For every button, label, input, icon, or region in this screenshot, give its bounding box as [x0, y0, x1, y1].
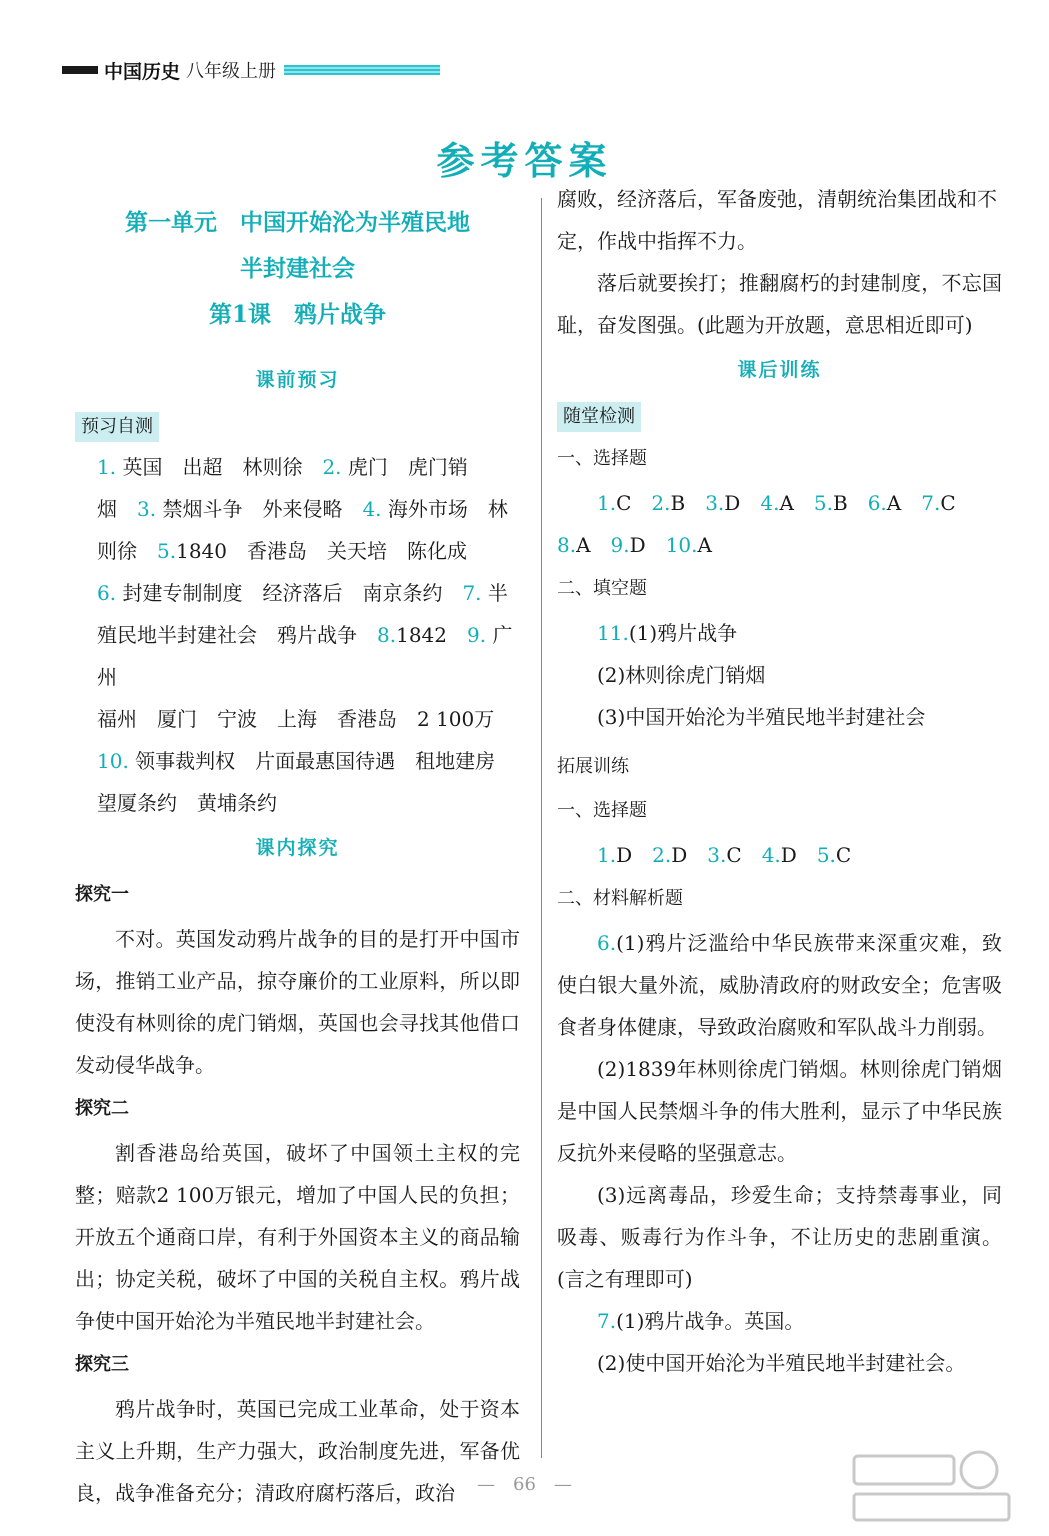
answer-text: 望厦条约 黄埔条约 [97, 791, 277, 815]
section-heading-preview: 课前预习 [255, 369, 340, 391]
preview-line [97, 488, 520, 530]
continued-answer-2: 落后就要挨打；推翻腐朽的封建制度，不忘国耻，奋发图强。(此题为开放题，意思相近即可) [557, 271, 1002, 337]
answer-text: 虎门 虎门销 [341, 455, 468, 479]
answer-number: 7. [921, 491, 941, 515]
answer-number: 10. [97, 749, 129, 773]
watermark-box [854, 1456, 954, 1484]
preview-line [97, 782, 520, 824]
column-divider [541, 198, 542, 1458]
extend-label: 拓展训练 [557, 756, 629, 777]
check-section-1: 一、选择题 [557, 448, 647, 469]
answer-text: 禁烟斗争 外来侵略 [156, 497, 363, 521]
answer-text: 1842 [396, 623, 467, 647]
answer-number: 11. [597, 621, 629, 645]
answer-text: 英国 出超 林则徐 [116, 455, 323, 479]
preview-tag: 预习自测 [75, 412, 159, 442]
q7-part1-text: (1)鸦片战争。英国。 [616, 1309, 805, 1333]
answer-number: 10. [665, 533, 698, 557]
answer-text: C [726, 843, 762, 867]
answer-text: A [886, 491, 922, 515]
header-mark [62, 66, 98, 74]
answer-text: 广州 [97, 623, 513, 689]
continued-answer: 腐败，经济落后，军备废弛，清朝统治集团战和不定，作战中指挥不力。 [557, 187, 997, 253]
answer-text: (1)鸦片战争 [628, 621, 738, 645]
answer-text: B [670, 491, 706, 515]
preview-line [97, 698, 520, 740]
fill-line [557, 612, 1002, 654]
explore-label: 探究三 [75, 1354, 129, 1375]
fill-answers [557, 612, 1002, 738]
section-heading-after: 课后训练 [737, 359, 822, 381]
answer-number: 6. [867, 491, 887, 515]
q6-part2: (2)1839年林则徐虎门销烟。林则徐虎门销烟是中国人民禁烟斗争的伟大胜利，显示了中华民族反抗外来侵略的坚强意志。 [557, 1057, 1002, 1165]
section-heading-explore: 课内探究 [255, 837, 340, 859]
answer-text: (2)林则徐虎门销烟 [597, 663, 766, 687]
q6-part3: (3)远离毒品，珍爱生命；支持禁毒事业，同吸毒、贩毒行为作斗争，不让历史的悲剧重演。(言之有理即可) [557, 1183, 1002, 1291]
watermark-band [854, 1494, 1009, 1520]
answer-number: 1. [597, 843, 617, 867]
ext-section-2: 二、材料解析题 [557, 888, 683, 909]
ext-mc-row [557, 834, 1002, 876]
explore-answer: 割香港岛给英国，破坏了中国领土主权的完整；赔款2 100万银元，增加了中国人民的负担；开放五个通商口岸，有利于外国资本主义的商品输出；协定关税，破坏了中国的关税自主权。鸦片战争使中国开始沦为半殖民地半封建社会。 [75, 1141, 520, 1333]
explore-list [75, 874, 520, 1514]
preview-line [97, 530, 520, 572]
header-decor-bar [284, 65, 440, 75]
preview-line [97, 572, 520, 614]
answer-text: 1840 香港岛 关天培 陈化成 [176, 539, 467, 563]
page-number-value: 66 [513, 1474, 536, 1495]
right-column [557, 178, 1002, 1384]
answer-text: 海外市场 林 [381, 497, 508, 521]
q6-part1-text: (1)鸦片泛滥给中华民族带来深重灾难，致使白银大量外流，威胁清政府的财政安全；危害吸食者身体健康，导致政治腐败和军队战斗力削弱。 [557, 931, 1002, 1039]
ext-section-1: 一、选择题 [557, 800, 647, 821]
answer-text: D [724, 491, 761, 515]
fill-line [557, 696, 1002, 738]
answer-number: 2. [651, 491, 671, 515]
answer-number: 3. [137, 497, 157, 521]
running-header [62, 58, 440, 82]
answer-number: 9. [467, 623, 487, 647]
answer-text: 则徐 [97, 539, 157, 563]
answer-number: 9. [610, 533, 630, 557]
answer-text: D [671, 843, 708, 867]
answer-text: 半 [481, 581, 508, 605]
preview-line [97, 446, 520, 488]
check-mc-answers [557, 482, 1002, 566]
watermark-logo [844, 1448, 1019, 1526]
preview-line [97, 614, 520, 698]
answer-text: C [616, 491, 652, 515]
answer-text: C [835, 843, 852, 867]
ext-mc-answers [557, 834, 1002, 876]
answer-text: D [616, 843, 653, 867]
answer-number: 3. [707, 843, 727, 867]
unit-title: 第一单元 中国开始沦为半殖民地 [125, 209, 470, 236]
unit-subtitle: 半封建社会 [240, 255, 355, 282]
answer-text: 封建专制制度 经济落后 南京条约 [116, 581, 463, 605]
explore-label: 探究一 [75, 884, 129, 905]
watermark-circle [961, 1452, 997, 1488]
answer-number: 5. [157, 539, 177, 563]
answer-text: 领事裁判权 片面最惠国待遇 租地建房 [128, 749, 496, 773]
answer-text: A [697, 533, 712, 557]
explore-answer: 鸦片战争时，英国已完成工业革命，处于资本主义上升期，生产力强大，政治制度先进，军备优良，战争准备充分；清政府腐朽落后，政治 [75, 1397, 520, 1505]
answer-text: (3)中国开始沦为半殖民地半封建社会 [597, 705, 926, 729]
answer-number: 4. [761, 843, 781, 867]
answer-number: 8. [557, 533, 577, 557]
answer-number: 7. [462, 581, 482, 605]
answer-text: C [940, 491, 956, 515]
preview-answers [75, 446, 520, 824]
answer-text: B [832, 491, 868, 515]
answer-number: 3. [705, 491, 725, 515]
q6-part1 [557, 922, 1002, 1048]
answer-number: 4. [362, 497, 382, 521]
answer-text: 福州 厦门 宁波 上海 香港岛 2 100万 [97, 707, 495, 731]
preview-line [97, 740, 520, 782]
explore-label: 探究二 [75, 1098, 129, 1119]
answer-number: 1. [597, 491, 617, 515]
answer-number: 1. [97, 455, 117, 479]
q7-number: 7. [597, 1309, 617, 1333]
explore-answer: 不对。英国发动鸦片战争的目的是打开中国市场，推销工业产品，掠夺廉价的工业原料，所以即使没有林则徐的虎门销烟，英国也会寻找其他借口发动侵华战争。 [75, 927, 520, 1077]
page-title: 参考答案 [436, 139, 613, 183]
answer-number: 4. [760, 491, 780, 515]
answer-number: 6. [97, 581, 117, 605]
answer-number: 8. [377, 623, 397, 647]
answer-number: 2. [322, 455, 342, 479]
answer-text: 烟 [97, 497, 137, 521]
q7-part1 [557, 1300, 1002, 1342]
answer-text: A [576, 533, 611, 557]
fill-line [557, 654, 1002, 696]
answer-text: A [779, 491, 814, 515]
answer-text: 殖民地半封建社会 鸦片战争 [97, 623, 377, 647]
answer-number: 5. [816, 843, 836, 867]
mc-row [557, 524, 1002, 566]
q6-number: 6. [597, 931, 617, 955]
check-tag: 随堂检测 [557, 402, 641, 432]
check-section-2: 二、填空题 [557, 578, 647, 599]
answer-text: D [629, 533, 666, 557]
left-column [75, 200, 520, 1514]
q7-part2: (2)使中国开始沦为半殖民地半封建社会。 [597, 1351, 966, 1375]
mc-row [557, 482, 1002, 524]
answer-text: D [780, 843, 817, 867]
answer-number: 5. [813, 491, 833, 515]
answer-number: 2. [652, 843, 672, 867]
header-subject: 中国历史 [104, 60, 181, 83]
lesson-title: 第1课 鸦片战争 [208, 301, 386, 328]
page-number: — 66 — [477, 1474, 572, 1495]
header-grade: 八年级上册 [186, 61, 277, 82]
